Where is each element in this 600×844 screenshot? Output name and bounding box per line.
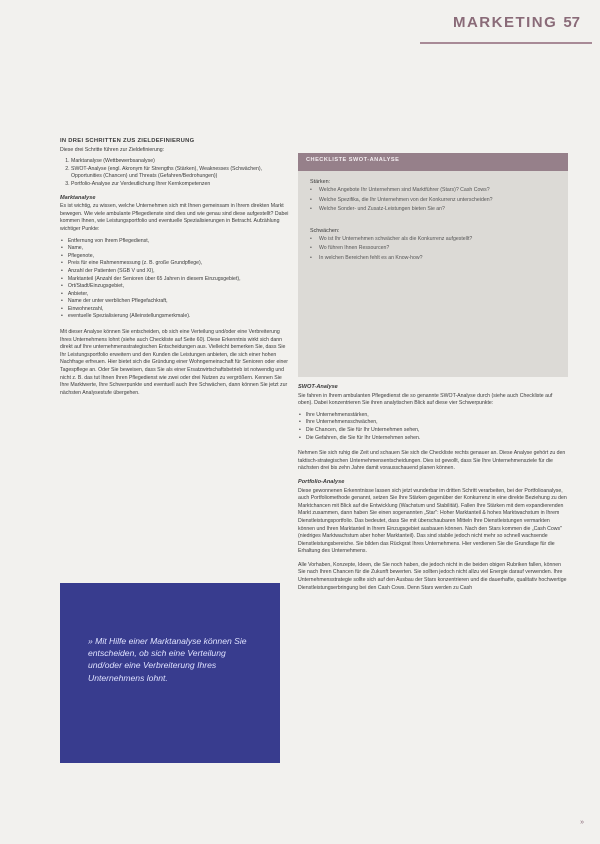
list-item: • Name der unter werblichen Pflegefachkraft,	[70, 298, 290, 306]
list-item: 3. Portfolio-Analyse zur Verdeutlichung Ihrer Kernkompetenzen	[71, 181, 290, 189]
list-item: • Preis für eine Rahmenmessung (z. B. große Grundpflege),	[70, 260, 290, 268]
section-title: MARKETING	[452, 14, 558, 31]
list-item: 2. SWOT-Analyse (engl. Akronym für Strengths (Stärken), Weaknesses (Schwächen), Opportunities (Chancen) und Threats (Gefahren/Bedrohungen))	[71, 166, 290, 181]
page-header	[453, 14, 580, 31]
list-item: • Die Gefahren, die Sie für Ihr Unternehmen sehen.	[308, 435, 568, 443]
paragraph: Es ist wichtig, zu wissen, welche Unternehmen sich mit Ihnen gemeinsam in Ihrem direkten Markt bewegen. Wie viele ambulante Pflegedienste sind dies und wie genau sind diese aufgestellt? Dabei kommen Ihnen, wie Leistungsportfolio und eventuelle Spezialisierungen in Betracht. Aufzählung wichtiger Punkte:	[60, 203, 289, 232]
paragraph: Sie fahren in Ihrem ambulanten Pflegedienst die so genannte SWOT-Analyse durch (siehe auch Checkliste auf oben). Dabei konzentrieren Sie ihren analytischen Blick auf diese vier Schwerpunkte:	[298, 392, 553, 407]
checklist-item: • Welche Angebote Ihr Unternehmen sind Marktführer (Stars)? Cash Cows?	[310, 187, 560, 195]
strengths-label: Stärken:	[310, 179, 331, 185]
subheading-portfolio: Portfolio-Analyse	[298, 478, 345, 485]
list-item: 1. Marktanalyse (Wettbewerbsanalyse)	[71, 158, 290, 166]
list-item: • Ihre Unternehmensstärken,	[308, 412, 568, 420]
checklist-item: • Welche Sonder- und Zusatz-Leistungen bieten Sie an?	[310, 206, 560, 214]
list-item: • Name,	[70, 245, 290, 253]
checklist-item: • In welchen Bereichen fehlt es an Know-how?	[310, 255, 560, 263]
paragraph: Nehmen Sie sich ruhig die Zeit und schauen Sie sich die Checkliste rechts genauer an. Diese Analyse gehört zu den taktisch-strategischen Unternehmensentscheidungen. Dies ist gewollt, dass Sie Ihre Unternehmensziele für die nächsten drei bis zehn Jahre damit vorausschauend planen können.	[298, 450, 566, 472]
intro-text: Diese drei Schritte führen zur Zieldefinierung:	[60, 146, 165, 153]
subheading-marktanalyse: Marktanalyse	[60, 194, 96, 201]
checklist-title: CHECKLISTE SWOT-ANALYSE	[298, 153, 568, 171]
header-rule	[420, 42, 592, 44]
page-number: 57	[563, 14, 580, 31]
checklist-item: • Wo ist Ihr Unternehmen schwächer als die Konkurrenz aufgestellt?	[310, 236, 560, 244]
checklist-item: • Wo führen Ihnen Ressourcen?	[310, 245, 560, 253]
subheading-swot: SWOT-Analyse	[298, 384, 338, 390]
left-column	[60, 138, 290, 401]
checklist-item: • Welche Spezifika, die Ihr Unternehmen von der Konkurrenz unterscheiden?	[310, 197, 560, 205]
list-item: • Anbieter,	[70, 291, 290, 299]
continue-arrow-icon: »	[580, 819, 584, 826]
list-item: • eventuelle Spezialisierung (Alleinstellungsmerkmale).	[70, 313, 290, 321]
list-item: • Die Chancen, die Sie für Ihr Unternehmen sehen,	[308, 427, 568, 435]
list-item: • Pflegenote,	[70, 253, 290, 261]
list-item: • Anzahl der Patienten (SGB V und XI),	[70, 268, 290, 276]
list-item: • Einwohnerzahl,	[70, 306, 290, 314]
pull-quote-box	[60, 583, 280, 763]
checklist-box	[298, 153, 568, 377]
weaknesses-label: Schwächen:	[310, 227, 340, 234]
list-item: • Entfernung von Ihrem Pflegedienst,	[70, 238, 290, 246]
bullet-list	[60, 238, 290, 322]
pull-quote-text: » Mit Hilfe einer Marktanalyse können Sie entscheiden, ob sich eine Verteilung und/oder eine Verbreiterung Ihres Unternehmens lohnt.	[88, 636, 247, 683]
list-item: • Ort/Stadt/Einzugsgebiet,	[70, 283, 290, 291]
steps-list	[60, 158, 290, 188]
list-item: • Marktanteil (Anzahl der Senioren über 65 Jahren in diesem Einzugsgebiet),	[70, 276, 290, 284]
bullet-list	[298, 412, 568, 442]
list-item: • Ihre Unternehmensschwächen,	[308, 419, 568, 427]
paragraph: Mit dieser Analyse können Sie entscheiden, ob sich eine Verteilung und/oder eine Verbreiterung Ihres Unternehmens lohnt (siehe auch Checkliste auf Seite 60). Diese Erkenntnis wirkt sich dann direkt auf Ihre unternehmensstrategischen Entscheidungen aus. Vielleicht bemerken Sie, dass Sie Ihr Leistungsportfolio erweitern und den Kunden die Leistungen anbieten, die sich einer hohen Nachfrage erfreuen. Hier bietet sich die Gründung einer Wohngemeinschaft für Senioren oder einer Tagespflege an. Oder Sie beweisen, dass Sie als einer Ersatzwirtschaftsbetrieb ist notwendig und nicht z. B. das tut Ihnen Ihren Pflegedienst wie zwei oder drei Nutzen zu vergrößern. Kennen Sie Ihre Marktwerte, Ihre Schwerpunkte und eventuell auch Ihre Schwächen, dann können Sie jetzt zur nächsten Analysestufe übergehen.	[60, 329, 288, 396]
section-heading: IN DREI SCHRITTEN ZUS ZIELDEFINIERUNG	[60, 138, 195, 144]
right-column	[298, 378, 568, 596]
paragraph: Alle Vorhaben, Konzepte, Ideen, die Sie noch haben, die jedoch nicht in die beiden obigen Rubriken fallen, können Sie nach Ihren Chancen für die Zukunft bewerten. Sie sollten jedoch nicht allzu viel Energie darauf verwenden. Ihre Unternehmensstrategie sollte sich auf den Ausbau der Stars konzentrieren und die dauerhafte, qualitativ hochwertige Dienstleistungserbringung bei den Cash Cows. Denn Stars werden zu Cash	[298, 561, 567, 591]
paragraph: Diese gewonnenen Erkenntnisse lassen sich jetzt wunderbar im dritten Schritt verarbeiten, bei der Portfolioanalyse, auch Portfoliomethode genannt, setzen Sie Ihre Stärken gegenüber der Konkurrenz in eine direkte Beziehung zu den Marktchancen mit Blick auf die Entwicklung (Wachstum und Stabilität). Fallen Ihre Stärken mit dem expandierenden Markt zusammen, dann haben Sie einen sogenannten „Star": Hoher Marktanteil & hohes Marktwachstum in Ihrem Dienstleistungsportfolio. Das bedeutet, dass Sie mit überschaubaren Mitteln Ihre Dienstleistungen vermarkten können und Ihren Marktanteil in Ihrem Einzugsgebiet ausbauen können. Nach den Stars kommen die „Cash Cows" (niedriges Marktwachstum aber hoher Marktanteil). Das sind stabile jedoch nicht mehr so schnell wachsende Dienstleistungsbereiche. Sie bilden das Rückgrat Ihres Unternehmens. Hier verdienen Sie die Grundlage für die Erhaltung des Unternehmens.	[298, 487, 567, 555]
